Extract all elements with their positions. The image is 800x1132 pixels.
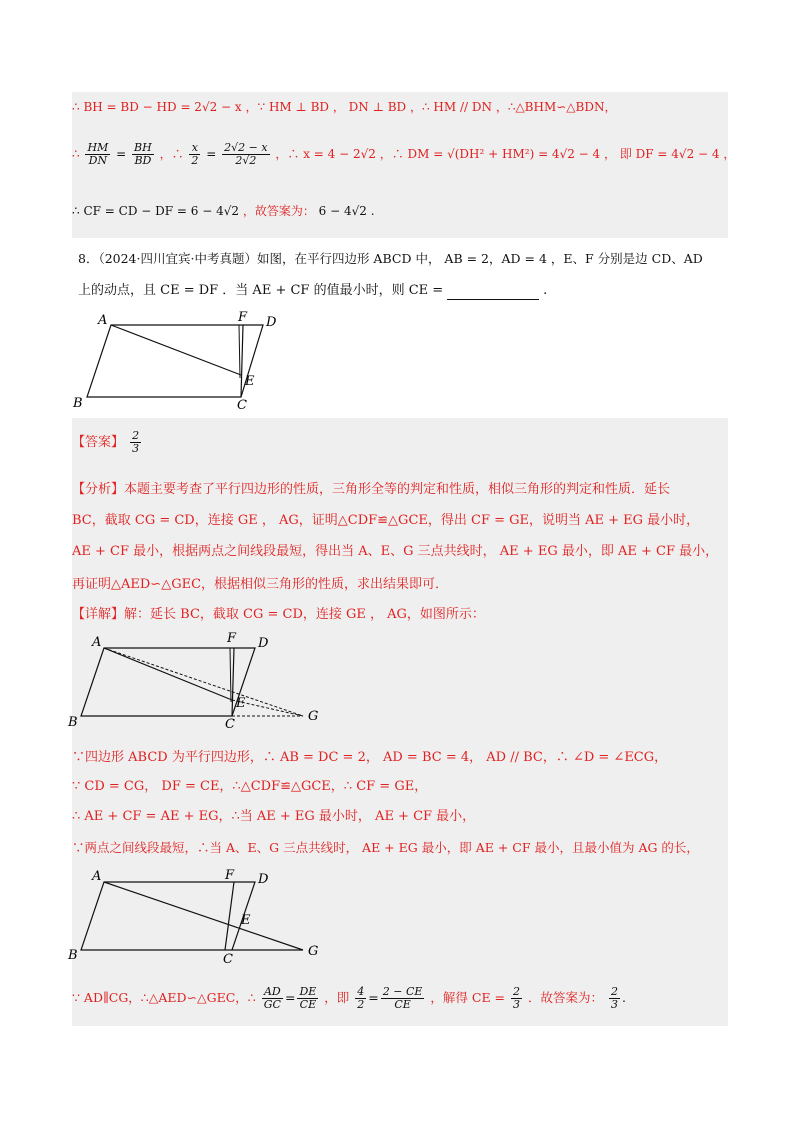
fraction-x-2: $\frac{x}{2}$ <box>191 141 199 167</box>
fraction-ad-gc: $\frac{AD}{GC}$ <box>263 985 281 1011</box>
question-line-1: 8．（2024·四川宜宾·中考真题）如图，在平行四边形 ABCD 中， AB = 2，AD = 4 ，E、F 分别是边 CD、AD <box>78 251 703 266</box>
prev-line-2-rest: ，∴ x = 4 − 2√2 ，∴ DM = √(DH² + HM²) = 4√2 − 4 ， <box>275 147 616 161</box>
fraction-2root2: $\frac{2√2 - x}{2√2}$ <box>224 141 268 167</box>
label-e: E <box>245 374 255 389</box>
question-line-2 <box>78 282 547 300</box>
segment-cf-2 <box>232 648 234 716</box>
segment-ae <box>111 325 241 375</box>
label-a-3: A <box>92 869 102 884</box>
label-g-3: G <box>308 944 319 959</box>
detail-step-5: ∵ AD∥CG，∴△AED∽△GEC，∴ $\frac{AD}{GC}$ = $\frac{DE}{CE}$ ，即 $\frac{4}{2}$ = $\frac{2 - CE}{CE}$ ，解得 CE = $\frac{2}{3}$ ．故答案为： $\frac{2}{3}$ . <box>72 985 626 1011</box>
label-e-3: E <box>241 913 251 928</box>
segment-ef <box>239 325 240 378</box>
answer-blank <box>447 299 539 300</box>
figure-parallelogram-2 <box>60 630 330 734</box>
segment-fe-2 <box>230 648 231 702</box>
prev-line-2-end: DF = 4√2 − 4 ， <box>635 147 736 161</box>
equals-sign: = <box>206 147 217 161</box>
answer-tag: 【答案】 <box>72 435 125 450</box>
label-f-2: F <box>227 631 237 646</box>
label-b: B <box>73 396 83 411</box>
prev-line-1: ∴ BH = BD − HD = 2√2 − x ，∵ HM ⊥ BD ， DN ⊥ BD ，∴ HM // DN ，∴△BHM∽△BDN， <box>72 100 617 114</box>
segment-ae-2 <box>104 648 232 700</box>
step5-b: ，即 <box>324 990 350 1005</box>
segment-cf-3 <box>225 882 234 950</box>
fraction-hm-dn: $\frac{HM}{DN}$ <box>87 141 109 167</box>
prev-line-3 <box>72 202 375 220</box>
prev-answer-value: 6 − 4√2 <box>318 204 367 218</box>
label-b-2: B <box>68 715 78 730</box>
fraction-4-2: $\frac{4}{2}$ <box>357 985 365 1011</box>
detail-line-1 <box>72 606 485 624</box>
prev-therefore: ∴ <box>72 147 80 161</box>
fraction-solution: $\frac{2}{3}$ <box>513 985 521 1011</box>
label-d-3: D <box>258 872 269 887</box>
dashed-ag <box>104 648 303 716</box>
step5-a: ∵ AD∥CG，∴△AED∽△GEC，∴ <box>72 990 256 1005</box>
question-text: 上的动点，且 CE = DF ．当 AE + CF 的值最小时，则 CE = <box>78 283 444 298</box>
prev-cf-eq: ∴ CF = CD − DF = 6 − 4√2 <box>72 204 239 218</box>
step5-period: . <box>622 990 626 1005</box>
label-d-2: D <box>258 636 269 651</box>
label-f: F <box>238 310 248 325</box>
label-c-3: C <box>223 952 233 967</box>
analysis-line-3: AE + CF 最小，根据两点之间线段最短，得出当 A、E、G 三点共线时， AE + EG 最小，即 AE + CF 最小， <box>72 544 719 559</box>
analysis-line-1 <box>72 481 670 499</box>
label-e-2: E <box>236 696 246 711</box>
segment-ag-3 <box>104 882 303 950</box>
detail-step-1: ∵四边形 ABCD 为平行四边形，∴ AB = DC = 2， AD = BC = 4， AD // BC，∴ ∠D = ∠ECG， <box>72 750 668 765</box>
label-f-3: F <box>225 868 235 883</box>
label-a-2: A <box>92 635 102 650</box>
fraction-de-ce: $\frac{DE}{CE}$ <box>299 985 317 1011</box>
detail-text-1: 解：延长 BC，截取 CG = CD，连接 GE ， AG，如图所示： <box>124 607 485 622</box>
step5-c: ，解得 CE = <box>430 990 506 1005</box>
analysis-text-1: 本题主要考查了平行四边形的性质，三角形全等的判定和性质，相似三角形的判定和性质．延长 <box>124 482 671 497</box>
prev-solution-block <box>72 92 736 238</box>
fraction-2ce-ce: $\frac{2 - CE}{CE}$ <box>382 985 423 1011</box>
step5-d: ．故答案为： <box>528 990 604 1005</box>
label-c-2: C <box>225 717 235 732</box>
label-b-3: B <box>68 948 78 963</box>
detail-step-3: ∴ AE + CF = AE + EG，∴当 AE + EG 最小时， AE + CF 最小， <box>72 809 476 824</box>
fraction-final-answer: $\frac{2}{3}$ <box>611 985 619 1011</box>
prev-period: . <box>370 204 375 218</box>
equals-sign: = <box>116 147 127 161</box>
solution-block <box>68 418 728 1026</box>
label-c: C <box>237 398 247 412</box>
label-d: D <box>266 315 277 330</box>
fraction-bh-bd: $\frac{BH}{BD}$ <box>134 141 152 167</box>
figure-parallelogram-1 <box>64 308 294 412</box>
prev-line-2-ji: 即 <box>619 147 632 161</box>
analysis-line-4: 再证明△AED∽△GEC，根据相似三角形的性质，求出结果即可． <box>72 577 449 592</box>
detail-step-4: ∵两点之间线段最短，∴当 A、E、G 三点共线时， AE + EG 最小，即 AE + CF 最小，且最小值为 AG 的长， <box>72 840 699 855</box>
segment-cf <box>241 325 243 397</box>
prev-answer-label: ，故答案为： <box>242 204 315 218</box>
prev-mid: ，∴ <box>159 147 184 161</box>
analysis-line-2: BC，截取 CG = CD，连接 GE ， AG，证明△CDF≌△GCE，得出 CF = GE，说明当 AE + EG 最小时， <box>72 513 700 528</box>
answer-fraction: $\frac{2}{3}$ <box>132 429 140 455</box>
parallelogram-abcd-2 <box>81 648 255 716</box>
analysis-tag: 【分析】 <box>72 482 125 497</box>
label-a: A <box>98 313 108 328</box>
label-g-2: G <box>308 709 319 724</box>
detail-step-2: ∵ CD = CG， DF = CE，∴△CDF≌△GCE，∴ CF = GE， <box>72 779 428 794</box>
parallelogram-abcd <box>87 325 263 397</box>
answer-line <box>72 430 143 455</box>
prev-line-2 <box>72 142 735 167</box>
figure-parallelogram-3 <box>60 864 330 968</box>
detail-tag: 【详解】 <box>72 607 125 622</box>
question-period: . <box>543 283 548 298</box>
